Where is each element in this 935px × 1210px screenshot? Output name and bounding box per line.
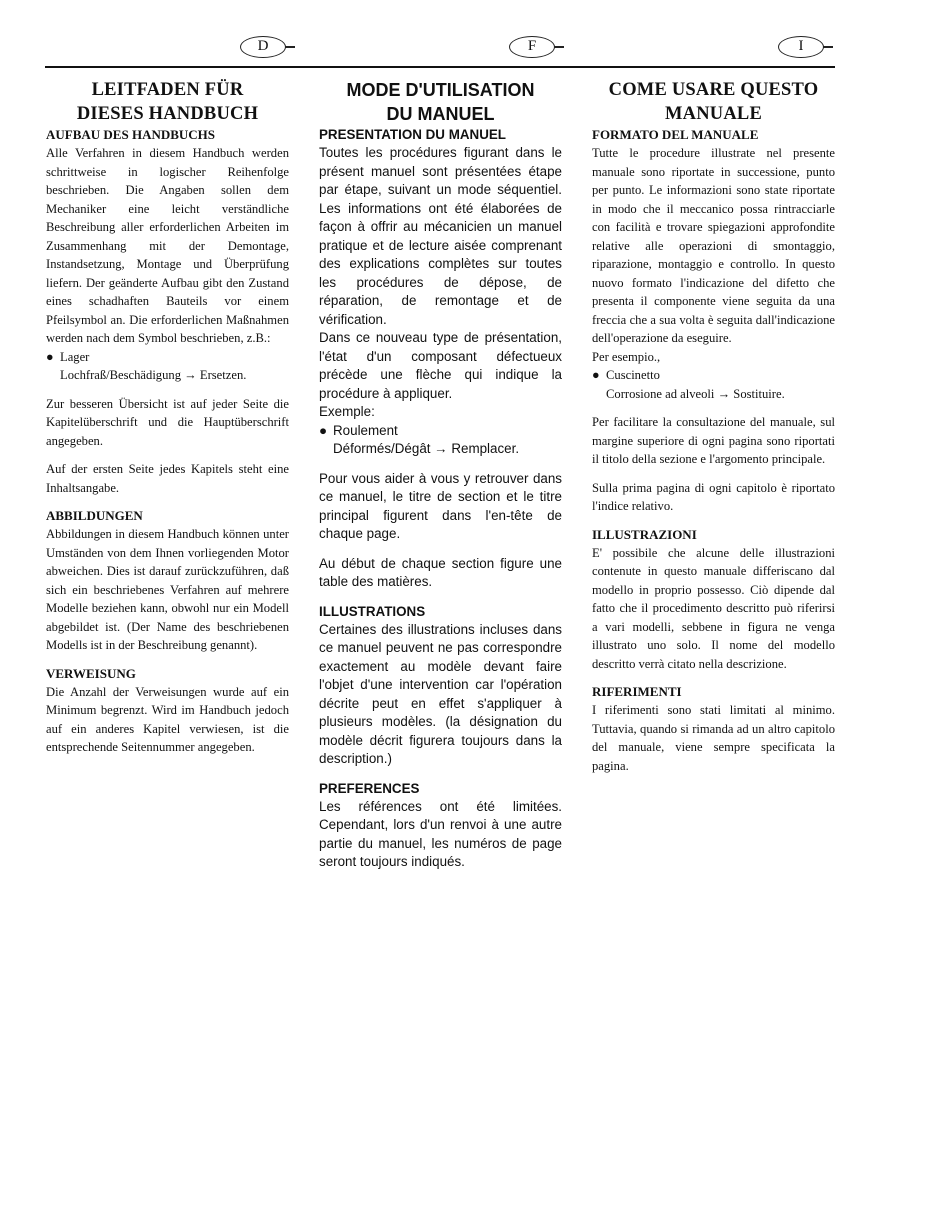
italian-example-text: Corrosione ad alveoli → Sostituire. bbox=[606, 386, 785, 401]
bullet-icon: ● bbox=[592, 368, 600, 382]
french-header-paragraph: Pour vous aider à vous y retrouver dans ce manuel, le titre de section et le titre principal figurent dans l'en-tête de chaque page. bbox=[319, 470, 562, 541]
italian-section-heading-format: FORMATO DEL MANUALE bbox=[592, 127, 759, 142]
french-presentation-paragraph: Toutes les procédures figurant dans le présent manuel sont présentées étape par étape, suivant un mode séquentiel. Les informations ont été élaborées de façon à offrir au mécanicien un manuel pratique et de lecture aisée comprenant des explications complètes sur toutes les procédures de dépose, de réparation, de remontage et de vérification. bbox=[319, 145, 562, 327]
italian-header-paragraph: Per facilitare la consultazione del manuale, sul margine superiore di ogni pagina sono riportati il titolo della sezione e l'argomento principale. bbox=[592, 415, 835, 466]
french-example-text: Déformés/Dégât → Remplacer. bbox=[333, 441, 520, 456]
italian-column bbox=[592, 74, 835, 775]
bullet-icon: ● bbox=[46, 349, 54, 364]
bullet-icon: ● bbox=[319, 422, 328, 438]
italian-title-line2: MANUALE bbox=[665, 104, 762, 124]
italian-example-label: Per esempio., bbox=[592, 349, 661, 364]
french-bullet-item: ● Roulement bbox=[319, 422, 562, 441]
italian-section-heading-illustrations: ILLUSTRAZIONI bbox=[592, 526, 697, 542]
german-bullet-item: ● Lager bbox=[46, 348, 289, 367]
french-section-heading-presentation: PRESENTATION DU MANUEL bbox=[319, 127, 506, 142]
french-contents-paragraph: Au début de chaque section figure une table des matières. bbox=[319, 555, 562, 589]
french-arrow-paragraph: Dans ce nouveau type de présentation, l'état d'un composant défectueux précède une flèche qui indique la procédure à appliquer. bbox=[319, 330, 562, 401]
italian-section-heading-references: RIFERIMENTI bbox=[592, 684, 682, 699]
french-references-paragraph: Les références ont été limitées. Cependant, lors d'un renvoi à une autre partie du manuel, les numéros de page seront toujours indiqués. bbox=[319, 798, 562, 869]
german-column bbox=[46, 74, 289, 757]
italian-format-paragraph: Tutte le procedure illustrate nel presente manuale sono riportate in successione, punto per punto. Le informazioni sono state riportate in modo che il meccanico possa rintracciarle con facilità e trovare spiegazioni approfondite relative alle operazioni di smontaggio, riparazione, montaggio e controllo. In questo nuovo formato l'indicazione del difetto che presenta il componente viene seguita da una freccia che a sua volta è seguita dall'indicazione dell'operazione da eseguire. bbox=[592, 146, 835, 345]
german-references-paragraph: Die Anzahl der Verweisungen wurde auf ein Minimum begrenzt. Wird im Handbuch jedoch auf ein anderes Kapitel verwiesen, ist die entsprechende Seitennummer angegeben. bbox=[46, 684, 289, 754]
german-title-line2: DIESES HANDBUCH bbox=[76, 104, 259, 124]
german-example-text: Lochfraß/Beschädigung → Ersetzen. bbox=[60, 368, 247, 382]
language-tab-german: D bbox=[240, 36, 286, 58]
italian-contents-paragraph: Sulla prima pagina di ogni capitolo è riportato l'indice relativo. bbox=[592, 480, 835, 513]
language-tab-french: F bbox=[509, 36, 555, 58]
italian-bullet-item: ● Cuscinetto bbox=[592, 366, 835, 385]
header-rule bbox=[45, 66, 835, 68]
french-section-heading-illustrations: ILLUSTRATIONS bbox=[319, 603, 426, 619]
italian-references-paragraph: I riferimenti sono stati limitati al minimo. Tuttavia, quando si rimanda ad un altro capitolo del manuale, viene sempre specificata la pagina. bbox=[592, 703, 835, 773]
french-title-line1: MODE D'UTILISATION bbox=[346, 80, 535, 100]
french-title-line2: DU MANUEL bbox=[386, 104, 495, 124]
italian-illustrations-paragraph: E' possibile che alcune delle illustrazioni contenute in questo manuale differiscano dal modello in proprio possesso. Ciò dipende dal fatto che il procedimento descritto può riferirsi a vari modelli, sebbene in figura ne venga illustrato uno solo. Il nome del modello descritto verrà citato nella descrizione. bbox=[592, 545, 835, 671]
german-title-line1: LEITFADEN FÜR bbox=[91, 80, 244, 100]
german-section-heading-references: VERWEISUNG bbox=[46, 665, 136, 681]
french-example-label: Exemple: bbox=[319, 404, 375, 419]
language-tab-italian: I bbox=[778, 36, 824, 58]
german-section-heading-structure: AUFBAU DES HANDBUCHS bbox=[46, 127, 216, 142]
german-contents-paragraph: Auf der ersten Seite jedes Kapitels steht eine Inhaltsangabe. bbox=[46, 462, 289, 495]
german-structure-paragraph: Alle Verfahren in diesem Handbuch werden schrittweise in logischer Reihenfolge beschrieben. Die Angaben sollen dem Mechaniker eine leicht verständliche Beschreibung aller erforderlichen Arbeiten im Zusammenhang mit der Demontage, Instandsetzung, Montage und Überprüfung liefern. Der geänderte Aufbau gibt den Zustand eines schadhaften Bauteils vor einem Pfeilsymbol an. Die erforderlichen Maßnahmen werden nach dem Symbol beschrieben, z.B.: bbox=[46, 146, 289, 345]
german-section-heading-illustrations: ABBILDUNGEN bbox=[46, 508, 143, 523]
french-illustrations-paragraph: Certaines des illustrations incluses dans ce manuel peuvent ne pas correspondre exactement au modèle devant faire l'objet d'une intervention car l'opération décrite peut en effet s'appliquer à plusieurs modèles. (la désignation du modèle décrit figurera toujours dans la description.) bbox=[319, 621, 562, 766]
german-overview-paragraph: Zur besseren Übersicht ist auf jeder Seite die Kapitelüberschrift und die Hauptüberschrift angegeben. bbox=[46, 396, 289, 448]
italian-title-line1: COME USARE QUESTO bbox=[608, 80, 819, 100]
french-column bbox=[319, 74, 562, 872]
french-section-heading-references: PREFERENCES bbox=[319, 780, 420, 796]
german-illustrations-paragraph: Abbildungen in diesem Handbuch können unter Umständen von dem Ihnen vorliegenden Motor abweichen. Dies ist darauf zurückzuführen, daß sich ein beschriebenes Verfahren auf mehrere Modelle beziehen kann, obwohl nur ein Modell abgebildet ist. (Der Name des beschriebenen Modells ist in der Beschreibung genannt). bbox=[46, 527, 289, 652]
